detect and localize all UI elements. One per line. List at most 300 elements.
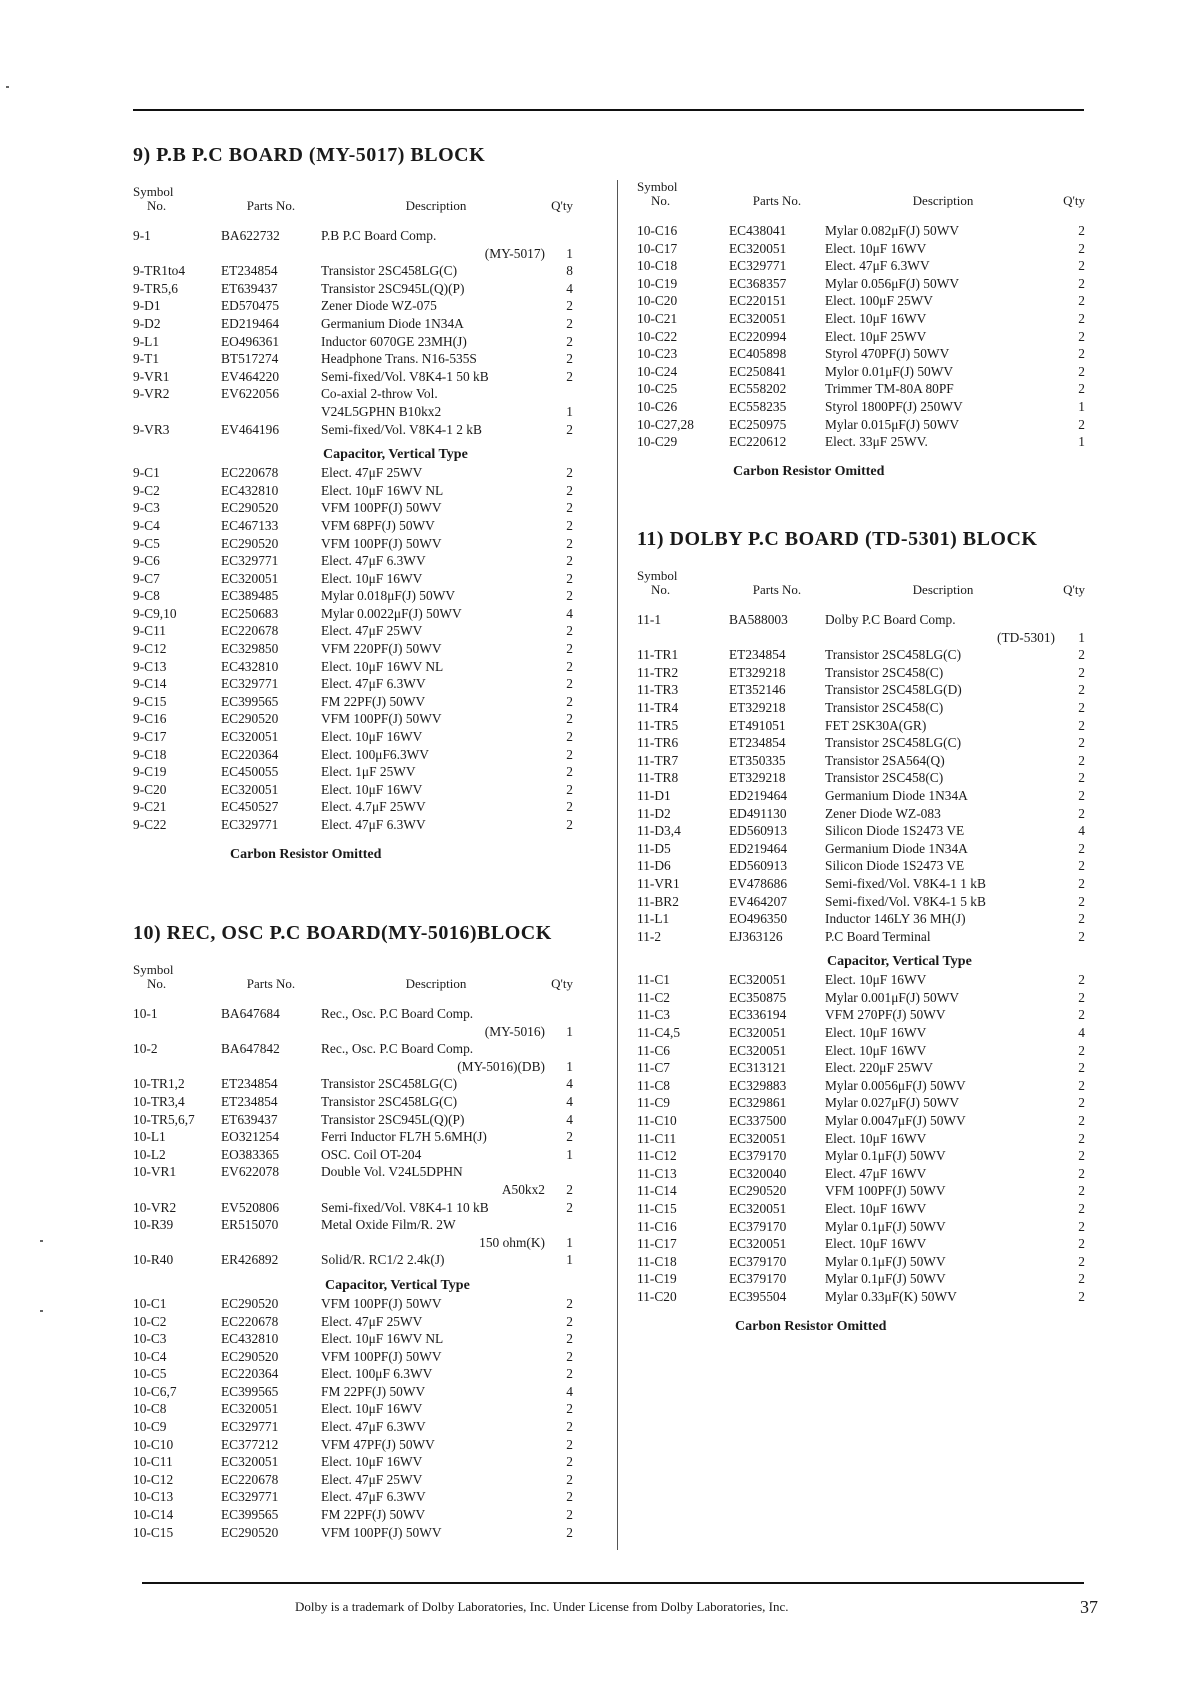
description: VFM 47PF(J) 50WV (321, 1436, 435, 1452)
quantity: 2 (566, 368, 573, 384)
description: Elect. 47μF 6.3WV (321, 553, 426, 569)
quantity: 2 (566, 1129, 573, 1145)
symbol-no: 11-2 (637, 928, 662, 944)
quantity: 2 (1078, 1007, 1085, 1023)
symbol-no: 11-C17 (637, 1236, 677, 1252)
parts-no: EC320040 (729, 1165, 787, 1181)
parts-no: EO496361 (221, 333, 280, 349)
description: Mylar 0.0047μF(J) 50WV (825, 1113, 966, 1129)
description: Elect. 10μF 16WV (825, 1042, 927, 1058)
symbol-no: 10-C11 (133, 1454, 173, 1470)
parts-no: EC320051 (221, 570, 279, 586)
parts-no: ED570475 (221, 298, 280, 314)
parts-no: BA588003 (729, 612, 788, 627)
table-row (637, 681, 1087, 699)
parts-no: ED491130 (729, 805, 787, 821)
symbol-no: 10-C16 (637, 223, 678, 238)
quantity: 2 (1078, 328, 1085, 344)
table-row (133, 570, 593, 588)
description: VFM 100PF(J) 50WV (321, 500, 442, 516)
description: Elect. 47μF 6.3WV (321, 1419, 426, 1435)
parts-no: EC558235 (729, 398, 787, 414)
parts-no: EC320051 (729, 972, 787, 988)
quantity: 2 (566, 535, 573, 551)
parts-no: ED560913 (729, 858, 788, 874)
parts-no: ED560913 (729, 823, 788, 839)
symbol-no: 11-TR5 (637, 717, 679, 733)
quantity: 2 (1078, 1183, 1085, 1199)
description: Transistor 2SC458LG(C) (321, 1076, 458, 1092)
quantity: 2 (566, 817, 573, 832)
quantity: 1 (566, 1058, 573, 1074)
parts-no: ET234854 (729, 735, 786, 751)
description: Inductor 6070GE 23MH(J) (321, 333, 467, 349)
table-header (133, 963, 593, 991)
quantity: 2 (1078, 752, 1085, 768)
symbol-no (637, 629, 729, 647)
header-parts: Parts No. (752, 193, 802, 208)
description: Elect. 10μF 16WV (825, 310, 927, 326)
parts-no: EC368357 (729, 275, 787, 291)
header-symbol (133, 963, 221, 991)
symbol-no: 9-C11 (133, 623, 166, 639)
description: Rec., Osc. P.C Board Comp. (321, 1041, 474, 1057)
description: Transistor 2SC458LG(C) (825, 647, 962, 663)
table-row (637, 1235, 1087, 1253)
parts-no: ED219464 (729, 787, 788, 803)
parts-no: ET639437 (221, 280, 278, 296)
parts-no: EC399565 (221, 1383, 279, 1399)
table-row (133, 1093, 593, 1111)
table-row (133, 763, 593, 781)
symbol-no: 11-TR8 (637, 770, 679, 786)
table-row-continuation (637, 629, 1087, 647)
symbol-no: 11-C4,5 (637, 1025, 681, 1041)
scan-mark (6, 86, 9, 88)
symbol-no: 9-C7 (133, 570, 160, 586)
description: Transistor 2SC458LG(D) (825, 682, 962, 698)
symbol-no: 11-C10 (637, 1113, 677, 1129)
description: Elect. 100μF 25WV (825, 293, 933, 309)
table-header (637, 180, 1087, 208)
description: Elect. 1μF 25WV (321, 764, 416, 780)
description: Solid/R. RC1/2 2.4k(J) (321, 1252, 445, 1268)
quantity: 2 (566, 1199, 573, 1215)
parts-no (221, 403, 321, 421)
description: FM 22PF(J) 50WV (321, 1507, 426, 1523)
quantity: 2 (1078, 293, 1085, 309)
parts-no: EC320051 (729, 310, 787, 326)
description: Semi-fixed/Vol. V8K4-1 10 kB (321, 1199, 489, 1215)
quantity: 2 (566, 1331, 573, 1347)
table-row-continuation (133, 1181, 593, 1199)
table-row (637, 1077, 1087, 1095)
header-qty: Q'ty (551, 976, 573, 991)
section-title: 11) DOLBY P.C BOARD (TD-5301) BLOCK (637, 528, 1038, 550)
table-row (133, 816, 593, 834)
table-row (637, 433, 1087, 451)
description: Elect. 10μF 16WV (321, 1401, 423, 1417)
parts-no: EC250683 (221, 605, 279, 621)
parts-no: EC467133 (221, 517, 279, 533)
parts-no (221, 1234, 321, 1252)
parts-no: ER515070 (221, 1217, 279, 1233)
description: Ferri Inductor FL7H 5.6MH(J) (321, 1129, 487, 1145)
table-row (637, 805, 1087, 823)
description: Double Vol. V24L5DPHN (321, 1164, 463, 1180)
parts-no: EO383365 (221, 1146, 280, 1162)
quantity: 2 (1078, 647, 1085, 663)
table-row (133, 1005, 593, 1023)
description: Elect. 10μF 16WV (321, 570, 423, 586)
header-qty: Q'ty (1063, 582, 1085, 597)
description: Co-axial 2-throw Vol. (321, 386, 438, 402)
table-row (133, 1453, 593, 1471)
description: Mylar 0.1μF(J) 50WV (825, 1271, 946, 1287)
quantity: 2 (566, 1366, 573, 1382)
symbol-no: 11-VR1 (637, 875, 680, 891)
table-row (133, 1146, 593, 1164)
quantity: 2 (566, 333, 573, 349)
quantity: 2 (1078, 682, 1085, 698)
table-row-continuation (133, 1058, 593, 1076)
table-row (133, 1111, 593, 1129)
table-row (637, 840, 1087, 858)
header-symbol-line1: Symbol (133, 962, 174, 977)
table-row (637, 345, 1087, 363)
table-row (133, 1295, 593, 1313)
table-row (637, 769, 1087, 787)
symbol-no: 10-C12 (133, 1471, 174, 1487)
parts-no: EC290520 (221, 535, 279, 551)
description: Elect. 47μF 6.3WV (321, 676, 426, 692)
description: Elect. 47μF 25WV (321, 465, 423, 481)
quantity: 2 (566, 1489, 573, 1505)
symbol-no: 9-C3 (133, 500, 160, 516)
table-row (133, 1400, 593, 1418)
symbol-no: 10-C23 (637, 346, 678, 362)
description: Mylor 0.01μF(J) 50WV (825, 363, 954, 379)
symbol-no: 9-T1 (133, 351, 160, 367)
quantity: 2 (1078, 1148, 1085, 1164)
table-row (637, 363, 1087, 381)
parts-list (637, 611, 1087, 945)
section-10-continued (637, 180, 1087, 481)
quantity: 2 (566, 1348, 573, 1364)
description: Mylar 0.027μF(J) 50WV (825, 1095, 960, 1111)
description: VFM 68PF(J) 50WV (321, 517, 435, 533)
symbol-no: 9-C2 (133, 482, 160, 498)
table-row (133, 640, 593, 658)
parts-no: EC399565 (221, 1507, 279, 1523)
symbol-no: 10-C19 (637, 275, 678, 291)
symbol-no: 11-C3 (637, 1007, 670, 1023)
parts-no: ET329218 (729, 770, 786, 786)
symbol-no: 10-C4 (133, 1348, 167, 1364)
quantity: 1 (566, 1023, 573, 1039)
parts-no: EC320051 (221, 1454, 279, 1470)
table-row (133, 227, 593, 245)
table-row (637, 646, 1087, 664)
symbol-no: 11-C1 (637, 972, 670, 988)
description: Germanium Diode 1N34A (825, 787, 968, 803)
symbol-no: 10-C29 (637, 434, 678, 450)
parts-no: EC320051 (729, 1042, 787, 1058)
description: VFM 100PF(J) 50WV (321, 1295, 442, 1311)
table-row (637, 1270, 1087, 1288)
table-row (637, 893, 1087, 911)
parts-no: EC290520 (221, 1348, 279, 1364)
description: FET 2SK30A(GR) (825, 717, 927, 733)
symbol-no: 10-C9 (133, 1419, 167, 1435)
symbol-no: 11-L1 (637, 911, 670, 927)
parts-no: EC329771 (221, 553, 279, 569)
quantity: 1 (1078, 434, 1085, 450)
parts-no: BA647684 (221, 1006, 280, 1021)
parts-list (133, 227, 593, 438)
parts-no: ET329218 (729, 664, 786, 680)
trademark-footer: Dolby is a trademark of Dolby Laboratories, Inc. Under License from Dolby Laboratories, Inc. (295, 1599, 789, 1614)
description: Mylar 0.015μF(J) 50WV (825, 416, 960, 432)
symbol-no: 10-C15 (133, 1524, 174, 1540)
description: Styrol 470PF(J) 50WV (825, 346, 950, 362)
table-header (133, 185, 593, 213)
symbol-no: 9-C6 (133, 553, 160, 569)
parts-no: EC389485 (221, 588, 279, 604)
quantity: 2 (566, 1295, 573, 1311)
parts-no: EC377212 (221, 1436, 279, 1452)
header-parts: Parts No. (246, 198, 296, 213)
table-row (637, 1182, 1087, 1200)
table-row (637, 1112, 1087, 1130)
symbol-no: 9-TR5,6 (133, 280, 179, 296)
symbol-no: 11-D3,4 (637, 823, 681, 839)
parts-no: EC220364 (221, 746, 279, 762)
quantity: 2 (1078, 1042, 1085, 1058)
quantity: 8 (566, 263, 573, 279)
symbol-no: 10-TR3,4 (133, 1093, 185, 1109)
table-row (637, 910, 1087, 928)
description: Elect. 33μF 25WV. (825, 434, 928, 450)
quantity: 2 (1078, 1288, 1085, 1304)
symbol-no: 9-C19 (133, 764, 167, 780)
symbol-no: 9-D1 (133, 298, 161, 314)
parts-no: EC220151 (729, 293, 787, 309)
parts-no: EC290520 (729, 1183, 787, 1199)
note: Carbon Resistor Omitted (735, 1318, 887, 1334)
description: Elect. 47μF 6.3WV (321, 1489, 426, 1505)
description: Elect. 47μF 25WV (321, 1313, 423, 1329)
description: VFM 100PF(J) 50WV (321, 535, 442, 551)
description: Elect. 10μF 16WV NL (321, 482, 444, 498)
quantity: 2 (1078, 735, 1085, 751)
symbol-no: 9-D2 (133, 315, 161, 331)
quantity: 2 (1078, 911, 1085, 927)
table-row (637, 1006, 1087, 1024)
table-row (133, 1365, 593, 1383)
parts-no: ET234854 (221, 1076, 278, 1092)
quantity: 2 (1078, 717, 1085, 733)
quantity: 2 (1078, 875, 1085, 891)
table-row (637, 416, 1087, 434)
description: Mylar 0.0022μF(J) 50WV (321, 605, 462, 621)
quantity: 2 (1078, 989, 1085, 1005)
symbol-no: 9-C9,10 (133, 605, 177, 621)
parts-no: EC329861 (729, 1095, 787, 1111)
parts-no: EC320051 (729, 240, 787, 256)
table-row (637, 1042, 1087, 1060)
quantity: 2 (1078, 1201, 1085, 1216)
description-continued: (TD-5301) (996, 629, 1055, 645)
parts-no: EC395504 (729, 1288, 787, 1304)
description: Elect. 47μF 6.3WV (321, 817, 426, 832)
table-row-continuation (133, 403, 593, 421)
table-row (133, 482, 593, 500)
parts-no: EC432810 (221, 482, 279, 498)
parts-no: EC329850 (221, 641, 279, 657)
symbol-no: 9-C21 (133, 799, 167, 815)
quantity: 2 (566, 746, 573, 762)
table-row (637, 1253, 1087, 1271)
parts-no: EV622078 (221, 1164, 280, 1180)
symbol-no: 10-L2 (133, 1146, 166, 1162)
symbol-no (133, 1234, 221, 1252)
table-row (637, 257, 1087, 275)
symbol-no: 10-TR1,2 (133, 1076, 185, 1092)
symbol-no: 10-2 (133, 1041, 158, 1057)
description: Mylar 0.0056μF(J) 50WV (825, 1077, 966, 1093)
description: Elect. 4.7μF 25WV (321, 799, 426, 815)
table-row (133, 1471, 593, 1489)
symbol-no: 11-C7 (637, 1060, 670, 1076)
table-row (637, 787, 1087, 805)
table-row-continuation (133, 1234, 593, 1252)
parts-no: ET234854 (729, 647, 786, 663)
description: Elect. 10μF 16WV (321, 781, 423, 797)
quantity: 2 (566, 570, 573, 586)
description: FM 22PF(J) 50WV (321, 693, 426, 709)
table-row (637, 611, 1087, 629)
quantity (551, 1216, 573, 1234)
description: Trimmer TM-80A 80PF (825, 381, 954, 397)
table-row (637, 699, 1087, 717)
quantity: 4 (566, 1111, 573, 1127)
quantity: 2 (1078, 1095, 1085, 1111)
symbol-no: 10-C20 (637, 293, 678, 309)
parts-no (221, 245, 321, 263)
header-symbol-line1: Symbol (637, 568, 678, 583)
parts-no: ED219464 (221, 315, 280, 331)
description: P.B P.C Board Comp. (321, 228, 437, 243)
table-row (133, 517, 593, 535)
symbol-no: 9-C16 (133, 711, 167, 727)
description: Elect. 47μF 25WV (321, 623, 423, 639)
symbol-no: 10-C21 (637, 310, 678, 326)
quantity: 2 (1078, 1218, 1085, 1234)
quantity: 2 (1078, 416, 1085, 432)
header-symbol (637, 180, 729, 208)
parts-no: EC320051 (221, 729, 279, 745)
table-row (637, 664, 1087, 682)
quantity: 2 (1078, 381, 1085, 397)
table-row (133, 1216, 593, 1234)
description: VFM 100PF(J) 50WV (825, 1183, 946, 1199)
description: Silicon Diode 1S2473 VE (825, 823, 965, 839)
symbol-no: 10-C6,7 (133, 1383, 177, 1399)
symbol-no: 9-VR1 (133, 368, 170, 384)
description: Mylar 0.33μF(K) 50WV (825, 1288, 957, 1304)
parts-no: ER426892 (221, 1252, 279, 1268)
parts-no: EC220612 (729, 434, 787, 450)
parts-no: EV464196 (221, 421, 280, 437)
parts-no: EC320051 (221, 781, 279, 797)
description: Headphone Trans. N16-535S (321, 351, 477, 367)
table-row (133, 605, 593, 623)
parts-no: EC379170 (729, 1271, 787, 1287)
header-symbol-line2: No. (651, 193, 671, 208)
table-row (133, 1251, 593, 1269)
table-row (637, 989, 1087, 1007)
description: Dolby P.C Board Comp. (825, 612, 956, 627)
parts-no: EC250975 (729, 416, 787, 432)
table-row (133, 1040, 593, 1058)
description: Elect. 10μF 16WV (825, 1236, 927, 1252)
quantity: 2 (1078, 223, 1085, 238)
description: VFM 100PF(J) 50WV (321, 711, 442, 727)
section-title: 10) REC, OSC P.C BOARD(MY-5016)BLOCK (133, 922, 552, 944)
quantity: 2 (566, 315, 573, 331)
quantity: 2 (1078, 1060, 1085, 1076)
table-row (637, 1200, 1087, 1218)
table-row (637, 1094, 1087, 1112)
description: Transistor 2SC458LG(C) (825, 735, 962, 751)
symbol-no: 11-D6 (637, 858, 671, 874)
symbol-no: 11-BR2 (637, 893, 679, 909)
quantity: 2 (1078, 699, 1085, 715)
description: Elect. 10μF 16WV (825, 972, 927, 988)
table-row (133, 1075, 593, 1093)
symbol-no: 10-C1 (133, 1295, 167, 1311)
description: Zener Diode WZ-083 (825, 805, 941, 821)
table-row (637, 275, 1087, 293)
bottom-rule (142, 1582, 1084, 1584)
quantity: 2 (566, 781, 573, 797)
quantity: 4 (566, 1093, 573, 1109)
description: Mylar 0.1μF(J) 50WV (825, 1253, 946, 1269)
symbol-no: 9-C12 (133, 641, 167, 657)
parts-no: EC290520 (221, 1295, 279, 1311)
quantity: 2 (1078, 928, 1085, 944)
table-row (637, 752, 1087, 770)
description: Zener Diode WZ-075 (321, 298, 437, 314)
quantity: 2 (1078, 840, 1085, 856)
description: Mylar 0.056μF(J) 50WV (825, 275, 960, 291)
quantity: 2 (1078, 787, 1085, 803)
description: Germanium Diode 1N34A (321, 315, 464, 331)
note: Carbon Resistor Omitted (733, 463, 885, 479)
description: Mylar 0.1μF(J) 50WV (825, 1148, 946, 1164)
parts-no: EC329771 (729, 258, 787, 274)
parts-no: EC450055 (221, 764, 279, 780)
table-row (637, 380, 1087, 398)
description: Semi-fixed/Vol. V8K4-1 50 kB (321, 368, 489, 384)
description: Transistor 2SC458LG(C) (321, 1093, 458, 1109)
description: Elect. 10μF 16WV (825, 240, 927, 256)
symbol-no: 10-C13 (133, 1489, 174, 1505)
symbol-no: 10-C14 (133, 1507, 174, 1523)
description: Elect. 10μF 16WV NL (321, 1331, 444, 1347)
symbol-no: 10-VR1 (133, 1164, 177, 1180)
